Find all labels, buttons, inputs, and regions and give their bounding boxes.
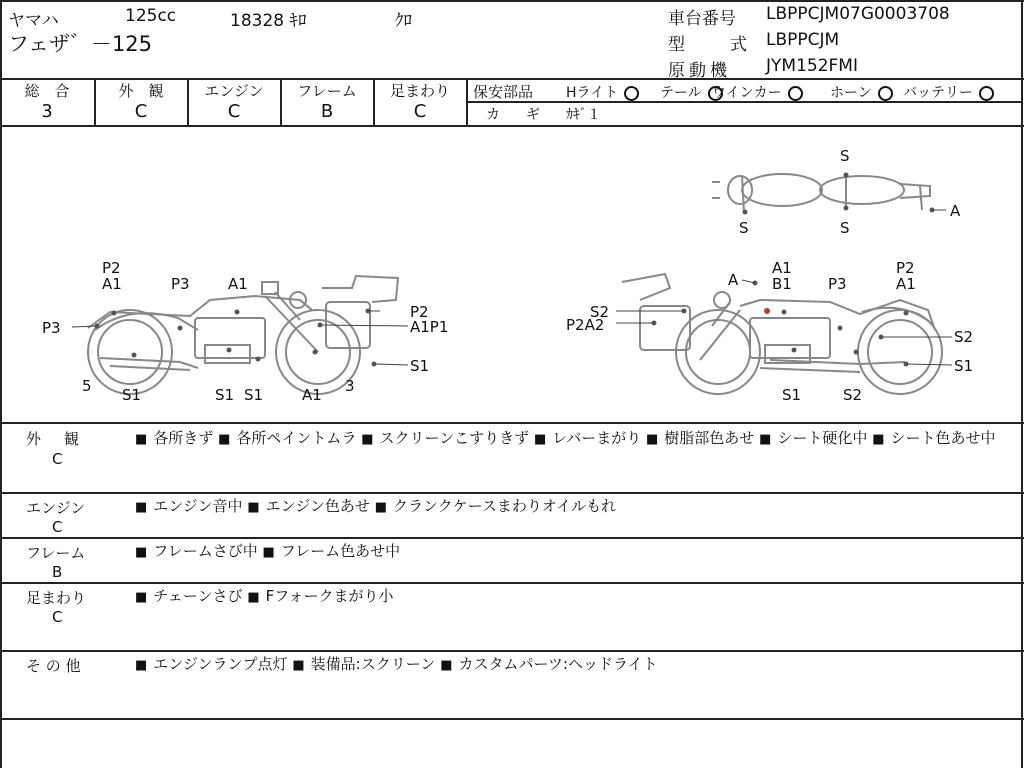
safety-item-label: ウインカー: [712, 85, 782, 101]
safety-item-winker: [712, 82, 803, 102]
note-item: 各所ペイントムラ: [236, 429, 357, 447]
bullet-square-icon: ■: [872, 432, 885, 447]
safety-item-label: テール: [660, 85, 702, 101]
diagram-label: S1: [215, 386, 235, 404]
note-category: 外 観: [26, 430, 84, 448]
bullet-square-icon: ■: [646, 432, 659, 447]
diagram-label: P2: [410, 303, 429, 321]
note-item: スクリーンこすりきず: [379, 429, 530, 447]
diagram-label: P3: [828, 275, 847, 293]
score-exterior-value: C: [134, 101, 148, 122]
top-labels: [739, 147, 961, 237]
note-item: カスタムパーツ:ヘッドライト: [458, 655, 658, 673]
diagram-label: A1P1: [410, 318, 449, 336]
safety-item-label: ホーン: [830, 85, 872, 101]
bullet-square-icon: ■: [759, 432, 772, 447]
score-engine-value: C: [227, 101, 241, 122]
note-item: Fフォークまがり小: [265, 587, 394, 605]
diagram-label: P3: [42, 319, 61, 337]
note-item: エンジン音中: [153, 497, 243, 515]
note-item: 樹脂部色あせ: [664, 429, 755, 447]
bullet-square-icon: ■: [440, 658, 453, 673]
diagram-label: A: [950, 202, 961, 220]
score-suspension-label: 足まわり: [389, 82, 450, 100]
safety-item-label: バッテリー: [903, 85, 973, 101]
bullet-square-icon: ■: [533, 432, 547, 447]
note-item: フレーム色あせ中: [280, 542, 401, 560]
key-value: ｶｷﾞ１: [566, 107, 601, 123]
score-total-value: 3: [41, 101, 53, 122]
ok-circle-icon: [878, 86, 893, 101]
diagram-label: P2A2: [566, 316, 605, 334]
note-category: そ の 他: [26, 657, 81, 675]
note-item: 各所きず: [153, 429, 214, 447]
diagram-label: A1: [102, 275, 122, 293]
rule-note-5: [0, 718, 1024, 720]
ok-circle-icon: [788, 86, 803, 101]
diagram-label: S: [840, 219, 850, 237]
left-labels: [42, 259, 448, 404]
score-frame-value: B: [320, 101, 334, 122]
model-name: フェザ゛－125: [8, 32, 153, 56]
rule-note-2: [0, 537, 1024, 539]
damage-diagram: [0, 127, 1020, 421]
mileage: 18328 ｷﾛ: [230, 11, 307, 31]
rule-diagram: [0, 422, 1024, 424]
note-text: [135, 653, 658, 677]
diagram-label: A: [728, 271, 739, 289]
ok-circle-icon: [624, 86, 639, 101]
bullet-square-icon: ■: [247, 590, 260, 605]
diagram-label: 5: [82, 377, 92, 395]
safety-item-headlight: [566, 82, 639, 102]
note-item: クランクケースまわりオイルもれ: [392, 497, 617, 515]
diagram-label: S2: [843, 386, 863, 404]
damage-mark: [764, 308, 770, 314]
rule-note-3: [0, 582, 1024, 584]
diagram-label: A1: [772, 259, 792, 277]
diagram-label: S2: [590, 303, 610, 321]
rule-note-1: [0, 492, 1024, 494]
top-view-bike: [712, 174, 930, 212]
bullet-square-icon: ■: [374, 500, 387, 515]
note-category: エンジン: [26, 499, 86, 517]
chassis-label: 車台番号: [668, 9, 736, 29]
diagram-label: S: [739, 219, 749, 237]
bullet-square-icon: ■: [247, 500, 260, 515]
diagram-label: S1: [410, 357, 430, 375]
score-exterior-label: 外 観: [118, 82, 164, 100]
note-item: フレームさび中: [153, 542, 258, 560]
bullet-square-icon: ■: [135, 545, 148, 560]
bullet-square-icon: ■: [262, 545, 275, 560]
note-category: フレーム: [26, 544, 86, 562]
note-item: エンジンランプ点灯: [153, 655, 288, 673]
type-label: 型 式: [668, 35, 761, 55]
note-grade: B: [52, 563, 63, 581]
diagram-label: S2: [954, 328, 974, 346]
diagram-label: P3: [171, 275, 190, 293]
score-suspension-value: C: [413, 101, 427, 122]
ok-circle-icon: [979, 86, 994, 101]
border-right: [1021, 0, 1023, 768]
note-category: 足まわり: [26, 589, 87, 607]
score-engine-label: エンジン: [204, 82, 264, 100]
safety-item-label: Hライト: [566, 85, 619, 101]
score-frame-label: フレーム: [297, 82, 357, 100]
diagram-label: A1: [302, 386, 322, 404]
maker: ヤマハ: [8, 11, 59, 31]
note-item: シート硬化中: [777, 429, 868, 447]
note-text: [135, 495, 616, 519]
note-text: [135, 585, 394, 609]
bullet-square-icon: ■: [135, 432, 148, 447]
diagram-label: A1: [896, 275, 916, 293]
note-text: [135, 540, 400, 564]
rule-note-4: [0, 650, 1024, 652]
bullet-square-icon: ■: [135, 590, 148, 605]
diagram-label: S1: [782, 386, 802, 404]
chassis-value: LBPPCJM07G0003708: [766, 4, 950, 24]
diagram-label: S1: [954, 357, 974, 375]
score-total-label: 総 合: [24, 82, 70, 100]
note-item: レバーまがり: [552, 429, 642, 447]
safety-item-battery: [903, 82, 994, 102]
type-value: LBPPCJM: [766, 30, 840, 50]
bullet-square-icon: ■: [361, 432, 374, 447]
engine-value: JYM152FMI: [766, 56, 858, 76]
note-grade: C: [52, 450, 63, 468]
engine-label: 原動機: [668, 61, 731, 81]
note-item: 装備品:スクリーン: [310, 655, 436, 673]
border-top: [0, 0, 1024, 2]
note-item: シート色あせ中: [890, 429, 996, 447]
diagram-label: B1: [772, 275, 792, 293]
diagram-label: S1: [244, 386, 264, 404]
bullet-square-icon: ■: [218, 432, 231, 447]
diagram-label: A1: [228, 275, 248, 293]
key-label: カ ギ: [486, 107, 546, 123]
bullet-square-icon: ■: [135, 658, 148, 673]
diagram-label: S1: [122, 386, 142, 404]
note-grade: C: [52, 518, 63, 536]
bullet-square-icon: ■: [135, 500, 148, 515]
note-grade: C: [52, 608, 63, 626]
note-text: [135, 427, 1010, 451]
safety-title: 保安部品: [473, 83, 534, 101]
diagram-label: 3: [345, 377, 355, 395]
diagram-label: P2: [896, 259, 915, 277]
bullet-square-icon: ■: [292, 658, 305, 673]
safety-item-horn: [830, 82, 893, 102]
note-item: チェーンさび: [153, 587, 243, 605]
displacement: 125cc: [125, 6, 177, 26]
diagram-label: P2: [102, 259, 121, 277]
diagram-label: S: [840, 147, 850, 165]
color: ｸﾛ: [395, 11, 412, 31]
note-item: エンジン色あせ: [265, 497, 370, 515]
